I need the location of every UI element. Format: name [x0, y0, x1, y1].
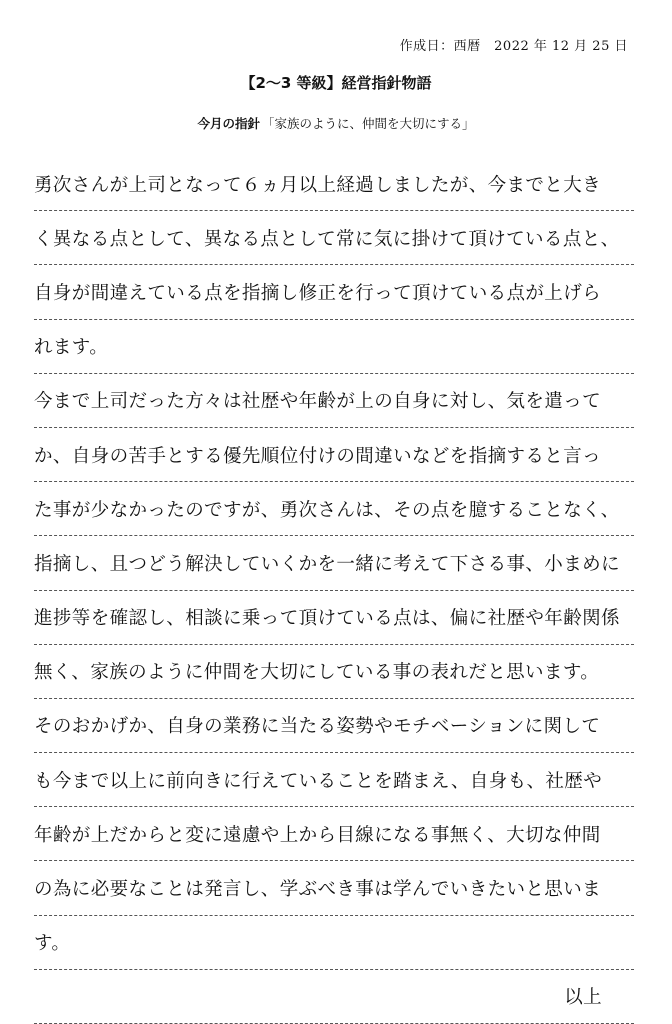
essay-line: 今まで上司だった方々は社歴や年齢が上の自身に対し、気を遣って	[34, 374, 634, 428]
essay-line: た事が少なかったのですが、勇次さんは、その点を臆することなく、	[34, 482, 634, 536]
essay-line: く異なる点として、異なる点として常に気に掛けて頂けている点と、	[34, 211, 634, 265]
policy-line	[0, 114, 672, 132]
policy-text: 「家族のように、仲間を大切にする」	[262, 116, 475, 131]
essay-line: 進捗等を確認し、相談に乗って頂けている点は、偏に社歴や年齢関係	[34, 591, 634, 645]
essay-line: 指摘し、且つどう解決していくかを一緒に考えて下さる事、小まめに	[34, 536, 634, 590]
creation-date: 作成日：西暦 2022 年 12 月 25 日	[399, 39, 628, 54]
essay-line: そのおかげか、自身の業務に当たる姿勢やモチベーションに関して	[34, 699, 634, 753]
essay-line: 勇次さんが上司となって６ヵ月以上経過しましたが、今までと大き	[34, 157, 634, 211]
policy-label: 今月の指針	[197, 116, 260, 131]
essay-line: の為に必要なことは発言し、学ぶべき事は学んでいきたいと思いま	[34, 861, 634, 915]
essay-line: れます。	[34, 320, 634, 374]
essay-line: か、自身の苦手とする優先順位付けの間違いなどを指摘すると言っ	[34, 428, 634, 482]
essay-body	[34, 157, 634, 1024]
essay-line: 自身が間違えている点を指摘し修正を行って頂けている点が上げら	[34, 265, 634, 319]
essay-line: 無く、家族のように仲間を大切にしている事の表れだと思います。	[34, 645, 634, 699]
essay-line: 年齢が上だからと変に遠慮や上から目線になる事無く、大切な仲間	[34, 807, 634, 861]
document-title: 【2～3 等級】経営指針物語	[240, 74, 432, 92]
closing-remark: 以上	[34, 970, 634, 1024]
essay-line: す。	[34, 916, 634, 970]
essay-line: も今まで以上に前向きに行えていることを踏まえ、自身も、社歴や	[34, 753, 634, 807]
